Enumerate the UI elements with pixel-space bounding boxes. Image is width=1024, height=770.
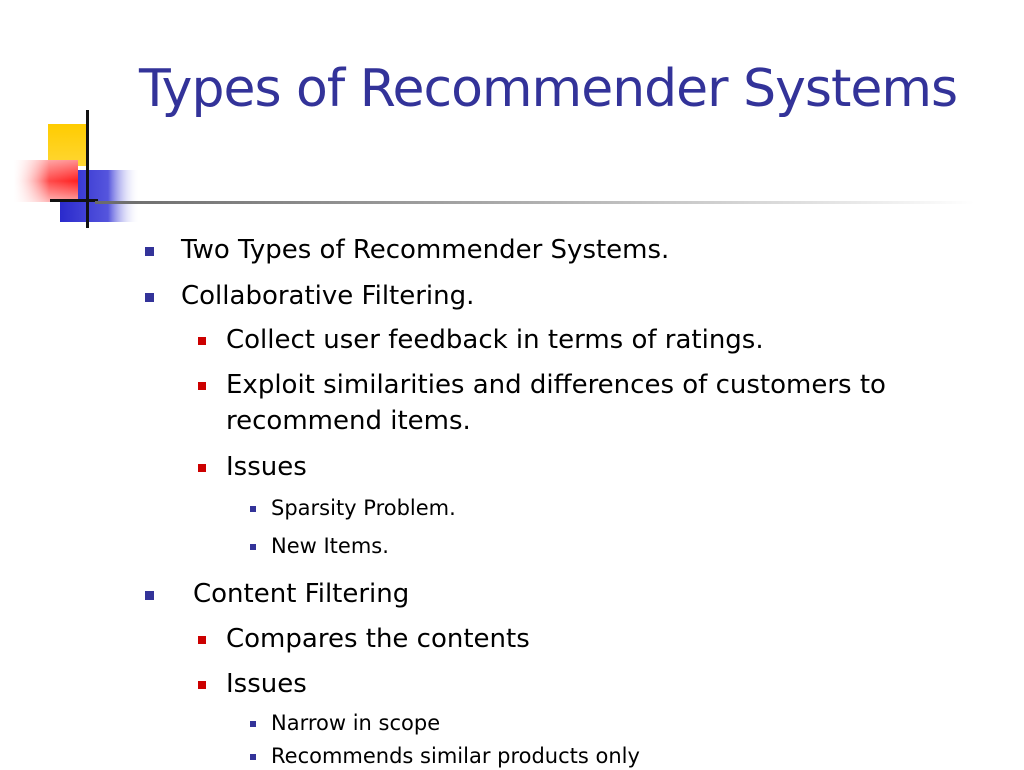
bullet-text: Two Types of Recommender Systems. — [181, 235, 670, 265]
square-bullet-icon — [250, 721, 256, 727]
slide-title: Types of Recommender Systems — [139, 59, 958, 119]
square-bullet-icon — [198, 636, 206, 644]
square-bullet-icon — [198, 681, 206, 689]
bullet-item — [271, 742, 640, 770]
square-bullet-icon — [198, 464, 206, 472]
bullet-item — [226, 449, 307, 485]
square-bullet-icon — [250, 544, 256, 550]
bullet-text: Recommends similar products only — [271, 744, 640, 768]
bullet-text: Collaborative Filtering. — [181, 281, 475, 311]
bullet-item — [226, 666, 307, 702]
bullet-item — [181, 279, 474, 313]
bullet-text: Exploit similarities and differences of customers to recommend items. — [226, 370, 886, 436]
bullet-text: New Items. — [271, 534, 389, 558]
bullet-item — [226, 621, 530, 657]
bullet-text: Content Filtering — [193, 579, 410, 609]
bullet-item — [271, 709, 440, 737]
bullet-item — [226, 367, 1001, 439]
bullet-text: Issues — [226, 452, 307, 482]
bullet-item — [226, 322, 764, 358]
square-bullet-icon — [198, 382, 206, 390]
bullet-item — [181, 233, 669, 267]
bullet-text: Issues — [226, 669, 307, 699]
square-bullet-icon — [250, 506, 256, 512]
square-bullet-icon — [145, 591, 154, 600]
square-bullet-icon — [198, 337, 206, 345]
square-bullet-icon — [250, 754, 256, 760]
bullet-text: Compares the contents — [226, 624, 530, 654]
square-bullet-icon — [145, 293, 154, 302]
bullet-text: Sparsity Problem. — [271, 496, 456, 520]
bullet-item — [271, 532, 389, 560]
bullet-item — [271, 494, 456, 522]
bullet-text: Collect user feedback in terms of ratings. — [226, 325, 764, 355]
square-bullet-icon — [145, 247, 154, 256]
bullet-item — [193, 577, 409, 611]
bullet-text: Narrow in scope — [271, 711, 441, 735]
